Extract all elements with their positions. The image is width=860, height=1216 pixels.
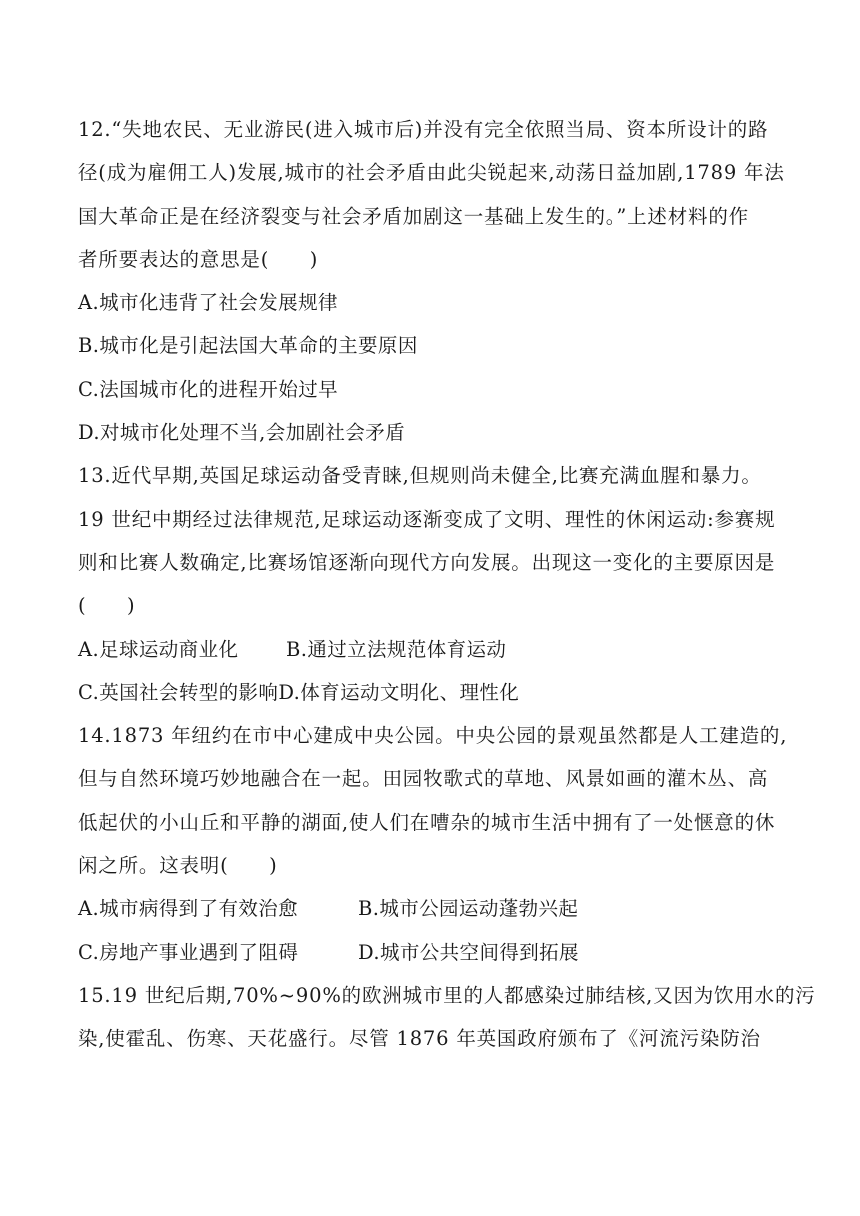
question-13 (78, 454, 790, 714)
question-stem-line: 则和比赛人数确定,比赛场馆逐渐向现代方向发展。出现这一变化的主要原因是 (78, 550, 776, 574)
question-stem-line: 但与自然环境巧妙地融合在一起。田园牧歌式的草地、风景如画的灌木丛、高 (78, 767, 769, 791)
option-row (78, 887, 790, 930)
option-row (78, 628, 790, 671)
question-stem-line: 者所要表达的意思是( ) (78, 247, 319, 271)
question-stem-line: 径(成为雇佣工人)发展,城市的社会矛盾由此尖锐起来,动荡日益加剧,1789 年法 (78, 161, 785, 185)
question-stem-line: 15.19 世纪后期,70%~90%的欧洲城市里的人都感染过肺结核,又因为饮用水的污 (78, 983, 816, 1007)
question-stem-line: 19 世纪中期经过法律规范,足球运动逐渐变成了文明、理性的休闲运动:参赛规 (78, 507, 776, 531)
option-d: D.体育运动文明化、理性化 (278, 680, 520, 704)
document-page (78, 108, 816, 1061)
option-b: B.城市化是引起法国大革命的主要原因 (78, 334, 418, 358)
question-stem-line: ( ) (78, 594, 136, 618)
option-d: D.对城市化处理不当,会加剧社会矛盾 (78, 421, 406, 445)
question-stem-line: 12.“失地农民、无业游民(进入城市后)并没有完全依照当局、资本所设计的路 (78, 118, 769, 141)
question-stem-line: 13.近代早期,英国足球运动备受青睐,但规则尚未健全,比赛充满血腥和暴力。 (78, 464, 762, 488)
question-stem-line: 闲之所。这表明( ) (78, 854, 278, 878)
question-12 (78, 108, 790, 454)
question-stem-line: 14.1873 年纽约在市中心建成中央公园。中央公园的景观虽然都是人工建造的, (78, 724, 788, 748)
option-a: A.足球运动商业化 (78, 637, 239, 661)
question-stem-line: 国大革命正是在经济裂变与社会矛盾加剧这一基础上发生的。”上述材料的作 (78, 204, 749, 228)
question-stem-line: 染,使霍乱、伤寒、天花盛行。尽管 1876 年英国政府颁布了《河流污染防治 (78, 1027, 761, 1051)
option-d: D.城市公共空间得到拓展 (358, 940, 579, 964)
option-b: B.城市公园运动蓬勃兴起 (358, 897, 579, 921)
option-a: A.城市化违背了社会发展规律 (78, 291, 338, 315)
option-c: C.法国城市化的进程开始过早 (78, 377, 339, 401)
question-stem-line: 低起伏的小山丘和平静的湖面,使人们在嘈杂的城市生活中拥有了一处惬意的休 (78, 810, 776, 834)
option-row (78, 671, 790, 714)
option-b: B.通过立法规范体育运动 (286, 637, 507, 661)
option-c: C.房地产事业遇到了阻碍 (78, 940, 299, 964)
option-a: A.城市病得到了有效治愈 (78, 897, 299, 921)
option-c: C.英国社会转型的影响 (78, 680, 279, 704)
question-14 (78, 714, 790, 974)
option-row (78, 931, 790, 974)
question-15 (78, 974, 816, 1061)
